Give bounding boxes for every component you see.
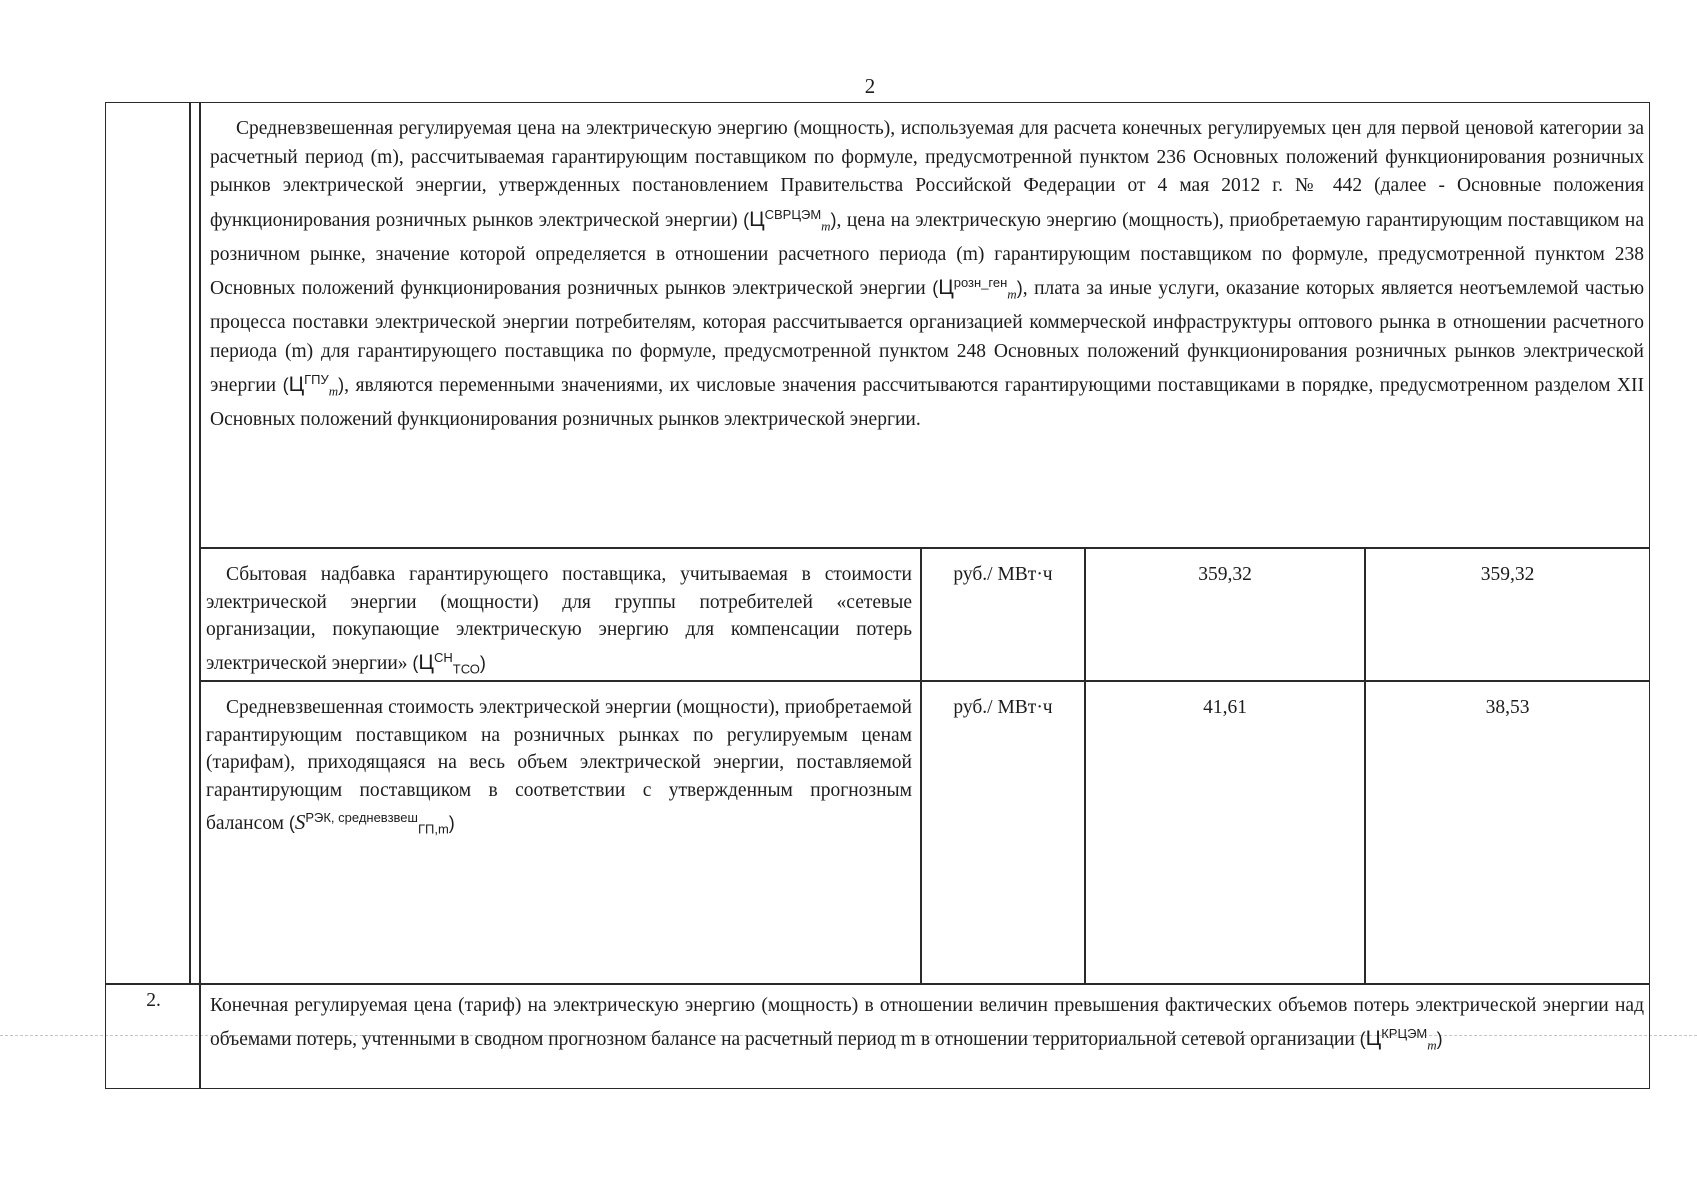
column-divider-unit [920,547,922,983]
intro-text-part3: , плата за иные услуги, оказание которых является неотъемлемой частью процесса поставки электрической энергии потребителям, которая рассчитывается организацией коммерческой инфраструктуры оптового рынка в отношении расчетного периода (m) для гарантирующего поставщика по формуле, предусмотренной пунктом 248 Основных положений функционирования розничных рынков электрической энергии [210,278,1645,397]
row2-value1: 41,61 [1203,697,1247,718]
row-divider [199,547,1649,549]
intro-text-part4: , являются переменными значениями, их числовые значения рассчитываются гарантирующими поставщиками в порядке, предусмотренном разделом XII Основных положений функционирования розничных рынков электрической энергии. [210,375,1644,431]
formula-sn-tso: $(Ц^{СН}_{ТСО})$ [412,649,486,677]
row2-unit: руб./ МВт·ч [953,697,1053,718]
intro-text-part1: Средневзвешенная регулируемая цена на электрическую энергию (мощность), используемая для расчета конечных регулируемых цен для первой ценовой категории за расчетный период (m), рассчитываемая гарантирующим поставщиком по формуле, предусмотренной пунктом 236 Основных положений функционирования розничных рынков электрической энергии, утвержденных постановлением Правительства Российской Федерации от 4 мая 2012 г. № 442 (далее - Основные положения функционирования розничных рынков электрической энергии) [210,118,1644,231]
column-divider-value1 [1084,547,1086,983]
item2-number: 2. [146,990,161,1011]
formula-gpu: $(Ц^{ГПУ}_m)$ [282,372,345,399]
row1-description: Сбытовая надбавка гарантирующего поставщика, учитываемая в стоимости электрической энергии (мощности) для группы потребителей «сетевые организации, покупающие электрическую энергию для компенсации потерь электрической энергии» $(Ц^{СН}_{ТСО})$ [206,564,912,677]
intro-text-part2: , цена на электрическую энергию (мощность), приобретаемую гарантирующим поставщиком на розничном рынке, значение которой определяется в отношении расчетного периода (m) гарантирующим поставщиком по формуле, предусмотренной пунктом 238 Основных положений функционирования розничных рынков электрической энергии [210,209,1644,300]
formula-rek-srednevzvesh: $(S^{РЭК, средневзвеш}_{ГП,m})$ [288,810,455,837]
page-number: 2 [864,74,876,98]
formula-svrcem: $(Ц^{СВРЦЭМ}_m)$ [743,206,837,234]
formula-rozn-gen: $(Ц^{розн\_ген}_m)$ [932,275,1023,302]
row1-unit: руб./ МВт·ч [953,564,1053,585]
row2-description: Средневзвешенная стоимость электрической энергии (мощности), приобретаемой гарантирующим поставщиком на розничных рынках по регулируемым ценам (тарифам), приходящаяся на весь объем электрической энергии, поставляемой гарантирующим поставщиком в соответствии с утвержденным прогнозным балансом $(S^{РЭК, средневзвеш}_{ГП,m})$ [206,697,912,837]
row1-value2: 359,32 [1480,564,1535,585]
formula-krcem: $(Ц^{КРЦЭМ}_m)$ [1359,1026,1443,1053]
column-divider-number [199,103,201,1088]
column-divider-number-inner [189,103,191,983]
intro-paragraph [210,115,1644,435]
row1-value1: 359,32 [1198,564,1252,585]
item2-text: Конечная регулируемая цена (тариф) на электрическую энергию (мощность) в отношении величин превышения фактических объемов потерь электрической энергии над объемами потерь, учтенными в сводном прогнозном балансе на расчетный период m в отношении территориальной сетевой организации $(Ц^{КРЦЭМ}_m)$ [210,995,1644,1053]
row2-value2: 38,53 [1485,697,1530,718]
tariff-table [105,102,1650,1089]
column-divider-value2 [1364,547,1366,983]
row-divider [106,983,1649,985]
